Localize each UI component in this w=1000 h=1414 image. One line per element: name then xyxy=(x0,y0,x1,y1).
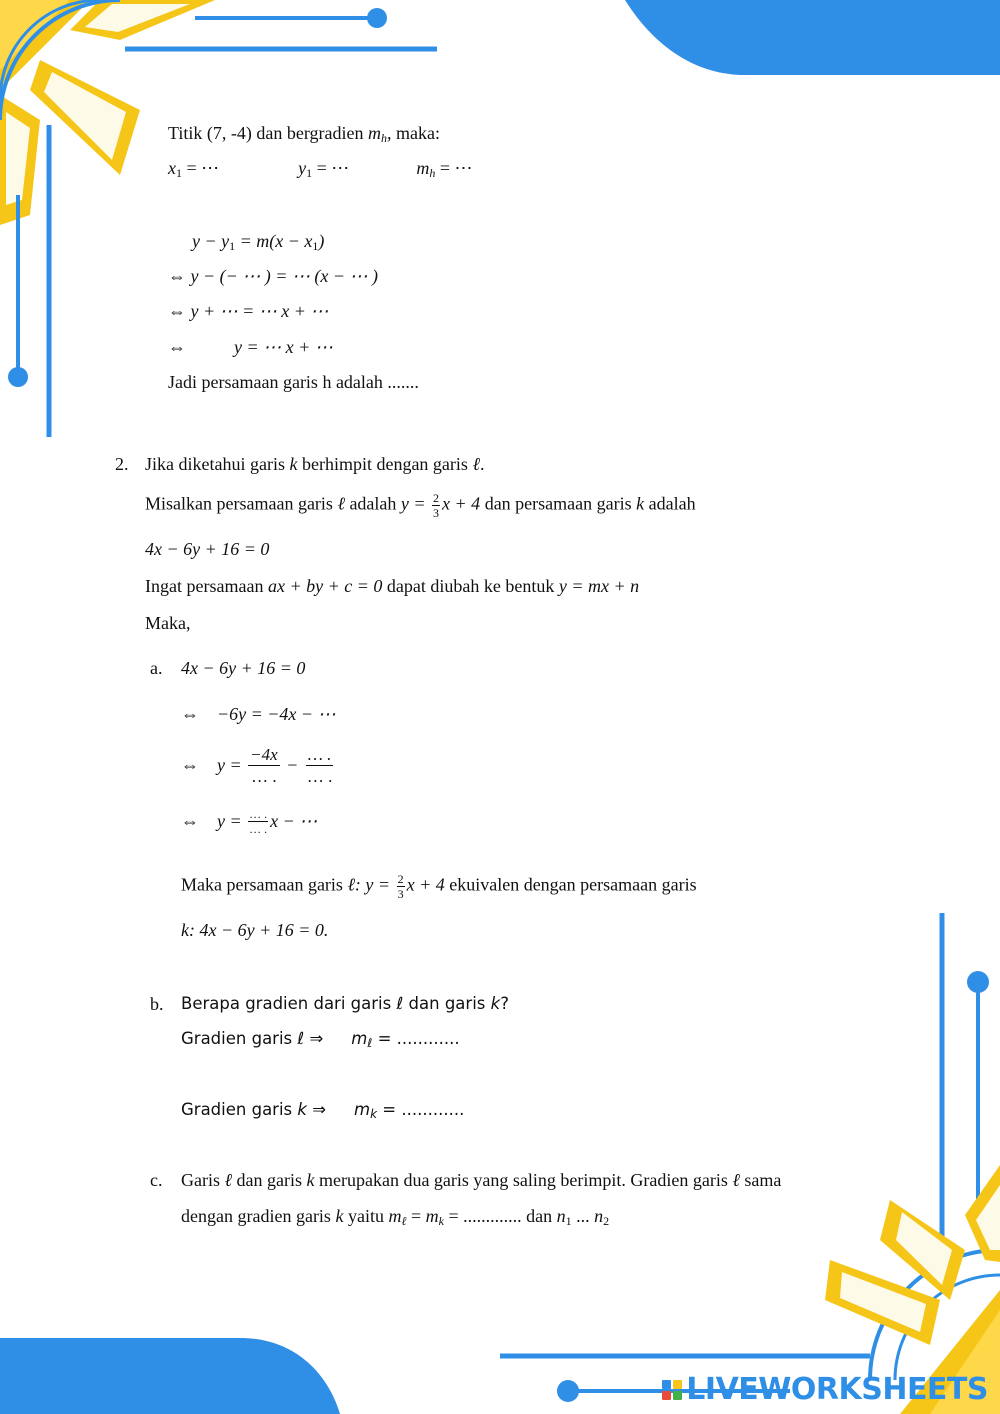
part1-intro: Titik (7, -4) dan bergradien $m_h$, maka: xyxy=(168,123,440,145)
liveworksheets-logo[interactable] xyxy=(662,1372,988,1407)
part1-step-3: ⇔ y = ⋯ x + ⋯ xyxy=(168,337,333,357)
y1-value: $y_1$ = ⋯ xyxy=(298,158,350,180)
part-c-line1: Garis ℓ dan garis k merupakan dua garis yang saling berimpit. Gradien garis ℓ sama xyxy=(181,1170,782,1190)
general-form-reminder: Ingat persamaan ax + by + c = 0 dapat diubah ke bentuk y = mx + n xyxy=(145,576,640,596)
mh-value: $m_h$ = ⋯ xyxy=(416,158,473,180)
part-c-label: c. xyxy=(150,1170,163,1190)
part-a-eq3: ⇔ y = $\frac{\dots .}{\dots .}$ x − ⋯ xyxy=(181,807,318,836)
liveworksheets-wordmark: LIVEWORKSHEETS xyxy=(686,1372,988,1407)
point-slope-formula: $y - y_1 = m(x - x_1)$ xyxy=(192,231,325,253)
maka-label: Maka, xyxy=(145,613,191,633)
line-k-equation: 4x − 6y + 16 = 0 xyxy=(145,539,270,559)
part-a-eq2: ⇔ y = $\frac{-4x}{\dots .}$ − $\frac{\dots .}{\dots .}$ xyxy=(181,745,333,786)
top-right-blob xyxy=(625,0,1000,75)
part-a-conclusion-line2: k: 4x − 6y + 16 = 0. xyxy=(181,920,329,940)
question-2-given-equations: Misalkan persamaan garis ℓ adalah y = $\frac{2}{3}$ x + 4 dan persamaan garis k adalah xyxy=(145,491,696,520)
bottom-right-sun-ornament xyxy=(500,913,1000,1414)
part-a-eq0: 4x − 6y + 16 = 0 xyxy=(181,658,306,678)
part1-known-values xyxy=(168,158,472,181)
part-a-conclusion: Maka persamaan garis ℓ: y = $\frac{2}{3}$ x + 4 ekuivalen dengan persamaan garis xyxy=(181,872,697,901)
part-c-line2: dengan gradien garis k yaitu $m_\ell = m_k$ = ............. dan $n_1$ ... $n_2$ xyxy=(181,1206,610,1228)
part1-step-1: ⇔ y − (− ⋯ ) = ⋯ (x − ⋯ ) xyxy=(168,266,379,286)
gradient-k-blank[interactable]: = ............ xyxy=(377,1100,465,1119)
n-relation-blank[interactable]: ... xyxy=(571,1206,595,1226)
gradient-equal-blank[interactable]: = ............. dan xyxy=(443,1206,557,1226)
gradient-l-blank[interactable]: = ............ xyxy=(372,1029,460,1048)
question-2-statement: Jika diketahui garis k berhimpit dengan garis ℓ. xyxy=(145,454,485,474)
gradient-l-answer: Gradien garis ℓ ⇒ $m_\ell$ = ............ xyxy=(181,1029,460,1050)
part-b-question: Berapa gradien dari garis ℓ dan garis k? xyxy=(181,994,509,1013)
part-a-eq1: ⇔ −6y = −4x − ⋯ xyxy=(181,704,336,724)
part-b-label: b. xyxy=(150,994,164,1014)
part1-conclusion: Jadi persamaan garis h adalah ....... xyxy=(168,372,419,392)
x1-value: $x_1$ = ⋯ xyxy=(168,158,220,180)
part-a-label: a. xyxy=(150,658,163,678)
part1-step-2: ⇔ y + ⋯ = ⋯ x + ⋯ xyxy=(168,301,329,321)
question-2-number: 2. xyxy=(115,454,129,474)
liveworksheets-logo-icon xyxy=(662,1380,682,1400)
gradient-k-answer: Gradien garis k ⇒ $m_k$ = ............ xyxy=(181,1100,465,1121)
bottom-left-blob xyxy=(0,1338,340,1414)
